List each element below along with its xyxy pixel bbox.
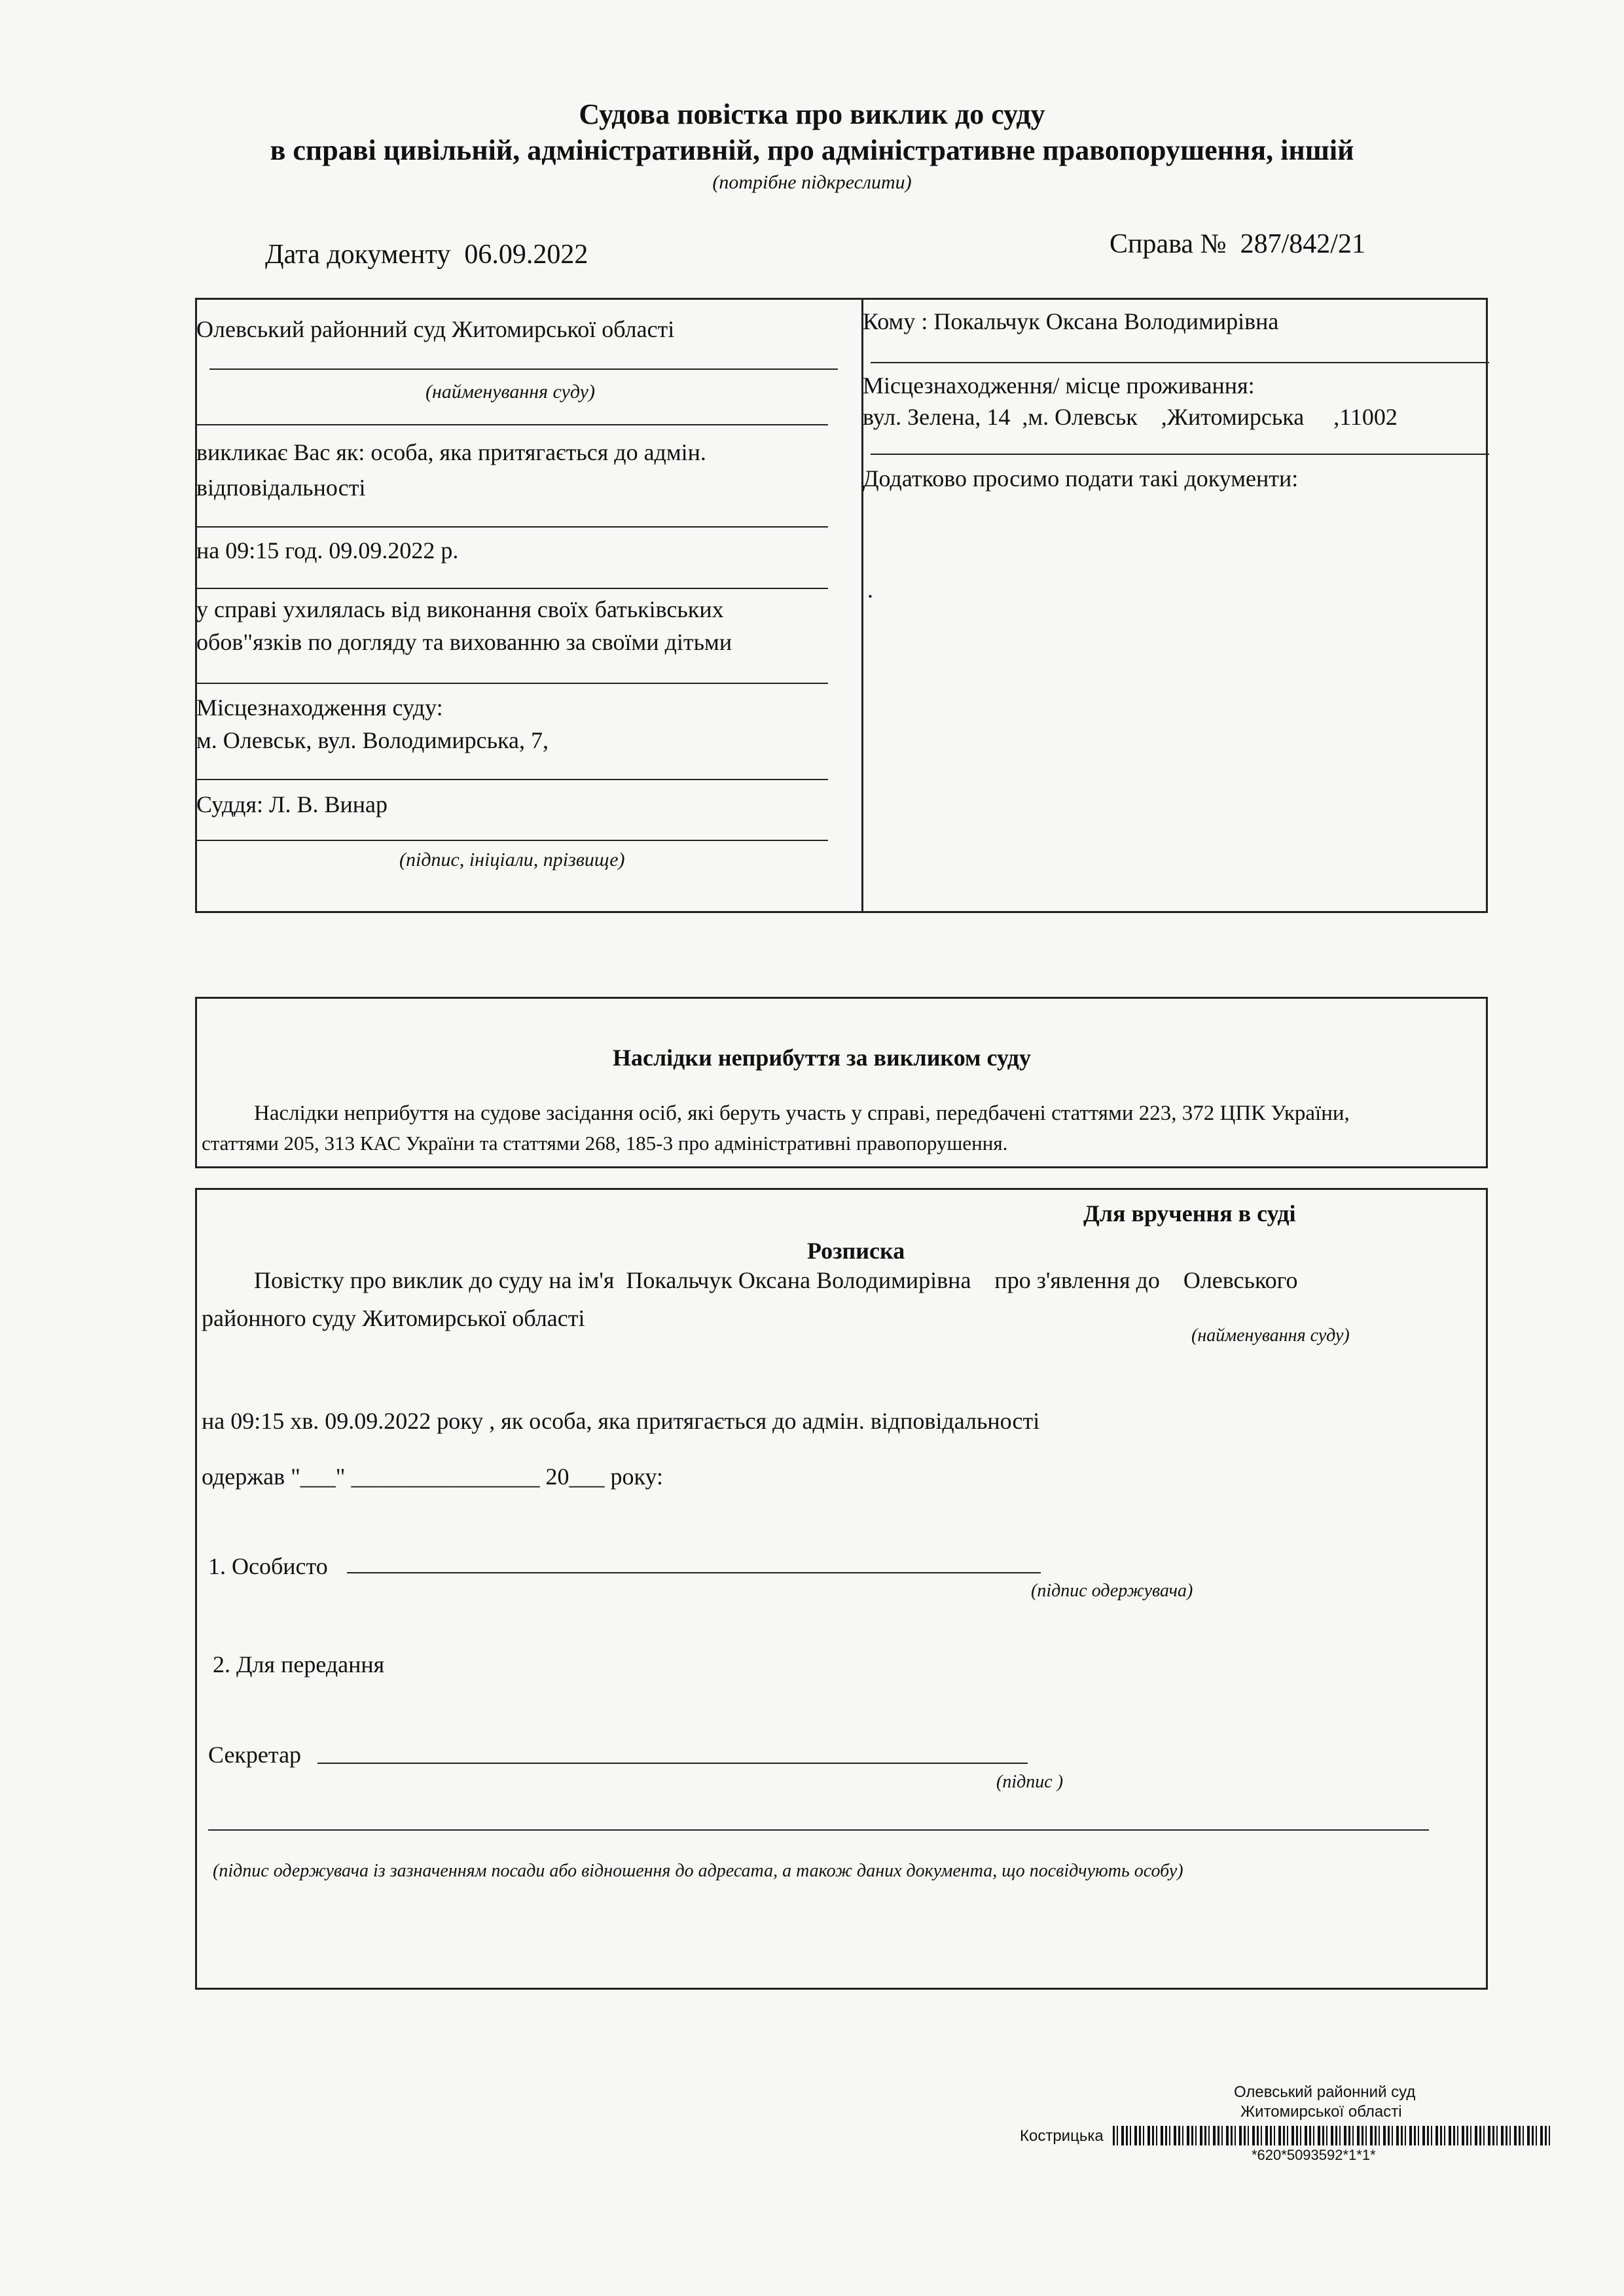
- divider-4: [196, 683, 828, 684]
- case-desc-line-1: у справі ухилялась від виконання своїх батьківських: [196, 596, 724, 622]
- residence-underline: [871, 454, 1489, 455]
- receipt-line-1: [254, 1266, 1297, 1294]
- personally-label: 1. Особисто: [208, 1553, 328, 1579]
- receipt-line-1-start: Повістку про виклик до суду на ім'я: [254, 1267, 615, 1293]
- summons-as-line-1: викликає Вас як: особа, яка притягається до адмін.: [196, 439, 706, 465]
- residence-zip: ,11002: [1333, 404, 1398, 430]
- title-note: (потрібне підкреслити): [712, 171, 912, 193]
- for-court-label: Для вручення в суді: [1083, 1200, 1296, 1227]
- consequences-title: Наслідки неприбуття за викликом суду: [613, 1045, 1031, 1071]
- case-number-value: 287/842/21: [1240, 229, 1365, 259]
- title-line-2: в справі цивільній, адміністративній, про адміністративне правопорушення, іншій: [270, 134, 1354, 166]
- residence-label: Місцезнаходження/ місце проживання:: [863, 372, 1255, 399]
- barcode-number: *620*5093592*1*1*: [1252, 2147, 1376, 2163]
- hearing-time: на 09:15 год. 09.09.2022 р.: [196, 537, 459, 564]
- identity-signature-line[interactable]: [208, 1829, 1429, 1831]
- title-line-1: Судова повістка про виклик до суду: [579, 98, 1045, 130]
- court-name: Олевський районний суд Житомирської області: [196, 316, 675, 342]
- divider-2: [196, 526, 828, 528]
- case-label: Справа №: [1110, 229, 1227, 259]
- stamp-name: Кострицька: [1020, 2127, 1104, 2145]
- identity-caption: (підпис одержувача із зазначенням посади або відношення до адресата, а також даних документа, що посвідчують особу): [213, 1861, 1183, 1881]
- stamp-court-line-2: Житомирської області: [1240, 2103, 1402, 2121]
- court-location-label: Місцезнаходження суду:: [196, 694, 443, 721]
- receipt-court-start: Олевського: [1183, 1267, 1298, 1293]
- case-number: [1110, 230, 1365, 258]
- secretary-signature-caption: (підпис ): [996, 1772, 1064, 1792]
- consequences-text-line-1: Наслідки неприбуття на судове засідання осіб, які беруть участь у справі, передбачені статтями 223, 372 ЦПК України,: [254, 1102, 1350, 1125]
- receipt-line-1-middle: про з'явлення до: [994, 1267, 1160, 1293]
- doc-date: [265, 241, 588, 268]
- secretary-label: Секретар: [208, 1742, 302, 1768]
- barcode: [1113, 2126, 1553, 2145]
- recipient-underline: [871, 362, 1489, 363]
- receipt-court-caption: (найменування суду): [1191, 1325, 1350, 1346]
- residence-address: [863, 403, 1398, 431]
- court-name-caption: (найменування суду): [425, 381, 595, 403]
- residence-city: ,м. Олевськ: [1022, 404, 1138, 430]
- divider-3: [196, 588, 828, 589]
- consequences-text-line-2: статтями 205, 313 КАС України та статтями 268, 185-3 про адміністративні правопорушення.: [202, 1132, 1008, 1155]
- transfer-label: 2. Для передання: [213, 1651, 385, 1677]
- divider-1: [196, 424, 828, 425]
- judge-name: Суддя: Л. В. Винар: [196, 791, 388, 817]
- receipt-line-2: районного суду Житомирської області: [202, 1305, 585, 1331]
- court-location-value: м. Олевськ, вул. Володимирська, 7,: [196, 727, 549, 753]
- receipt-title: Розписка: [807, 1238, 905, 1264]
- divider-5: [196, 779, 828, 780]
- residence-region: ,Житомирська: [1161, 404, 1305, 430]
- court-name-underline: [209, 368, 838, 370]
- summons-as-line-2: відповідальності: [196, 475, 366, 501]
- received-date-line: одержав "___" ________________ 20___ року:: [202, 1463, 664, 1490]
- recipient: Кому : Покальчук Оксана Володимирівна: [863, 308, 1279, 334]
- recipient-signature-caption: (підпис одержувача): [1031, 1581, 1193, 1601]
- stamp-court-line-1: Олевський районний суд: [1234, 2083, 1416, 2101]
- judge-underline: [196, 840, 828, 841]
- judge-caption: (підпис, ініціали, прізвище): [399, 849, 625, 870]
- doc-date-label: Дата документу: [265, 240, 451, 270]
- case-desc-line-2: обов"язків по догляду та вихованню за своїми дітьми: [196, 629, 732, 655]
- doc-date-value: 06.09.2022: [464, 240, 588, 270]
- receipt-recipient-name: Покальчук Оксана Володимирівна: [626, 1267, 971, 1293]
- stray-dot: .: [867, 577, 873, 603]
- extra-documents: Додатково просимо подати такі документи:: [863, 465, 1299, 492]
- secretary-signature-line[interactable]: [317, 1763, 1028, 1764]
- personally-signature-line[interactable]: [347, 1572, 1041, 1573]
- receipt-time-line: на 09:15 хв. 09.09.2022 року , як особа, яка притягається до адмін. відповідальності: [202, 1408, 1040, 1434]
- residence-street: вул. Зелена, 14: [863, 404, 1011, 430]
